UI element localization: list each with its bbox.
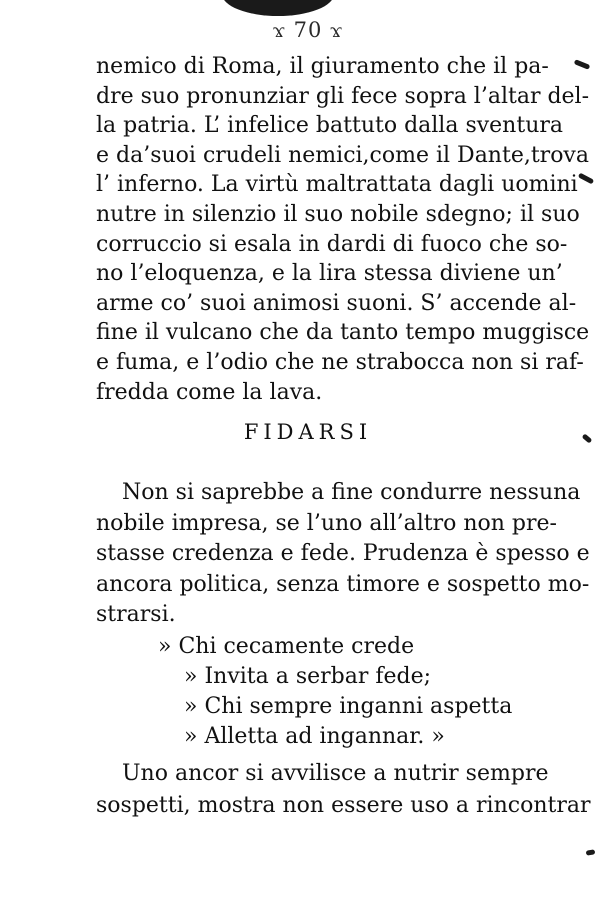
text-line: nobile impresa, se l’uno all’altro non pre- [96,510,557,536]
text-line: strarsi. [96,602,176,627]
text-line: sospetti, mostra non essere uso a rincontrar [96,793,591,818]
text-line: l’ inferno. La virtù maltrattata dagli uomini [96,172,578,198]
ink-mark [586,849,596,855]
text-line: la patria. L’ infelice battuto dalla sventura [96,113,563,139]
text-line: Non si saprebbe a fine condurre nessuna [122,480,581,505]
text-line: nutre in silenzio il suo nobile sdegno; il suo [96,201,580,227]
ink-mark [574,59,591,70]
ink-blot [222,0,334,16]
text-line: stasse credenza e fede. Prudenza è spesso e [96,541,590,566]
verse-line: » Chi sempre inganni aspetta [184,694,513,719]
text-line: dre suo pronunziar gli fece sopra l’altar del- [96,83,590,109]
text-line: fredda come la lava. [96,379,323,405]
section-heading: FIDARSI [243,420,373,444]
paragraph-continued [96,52,590,407]
verse-line: » Chi cecamente crede [158,634,415,659]
paragraph-final [96,758,591,822]
text-line: nemico di Roma, il giuramento che il pa- [96,54,549,79]
text-line: no l’eloquenza, e la lira stessa diviene un’ [96,261,563,287]
verse-line: » Invita a serbar fede; [184,664,432,689]
ink-mark [578,173,594,185]
text-line: e fuma, e l’odio che ne strabocca non si raf- [96,349,584,375]
page-number: ϫ 70 ϫ [272,18,344,42]
paragraph-fidarsi [96,478,590,631]
text-line: corruccio si esala in dardi di fuoco che so- [96,231,568,257]
text-line: Uno ancor si avvilisce a nutrir sempre [122,761,549,786]
verse-quote [158,632,512,752]
verse-line: » Alletta ad ingannar. » [184,724,445,749]
text-line: arme co’ suoi animosi suoni. S’ accende al- [96,290,577,316]
text-line: fine il vulcano che da tanto tempo muggisce [96,320,590,346]
text-line: e da’suoi crudeli nemici,come il Dante,trova [96,142,589,168]
text-line: ancora politica, senza timore e sospetto mo- [96,571,590,597]
